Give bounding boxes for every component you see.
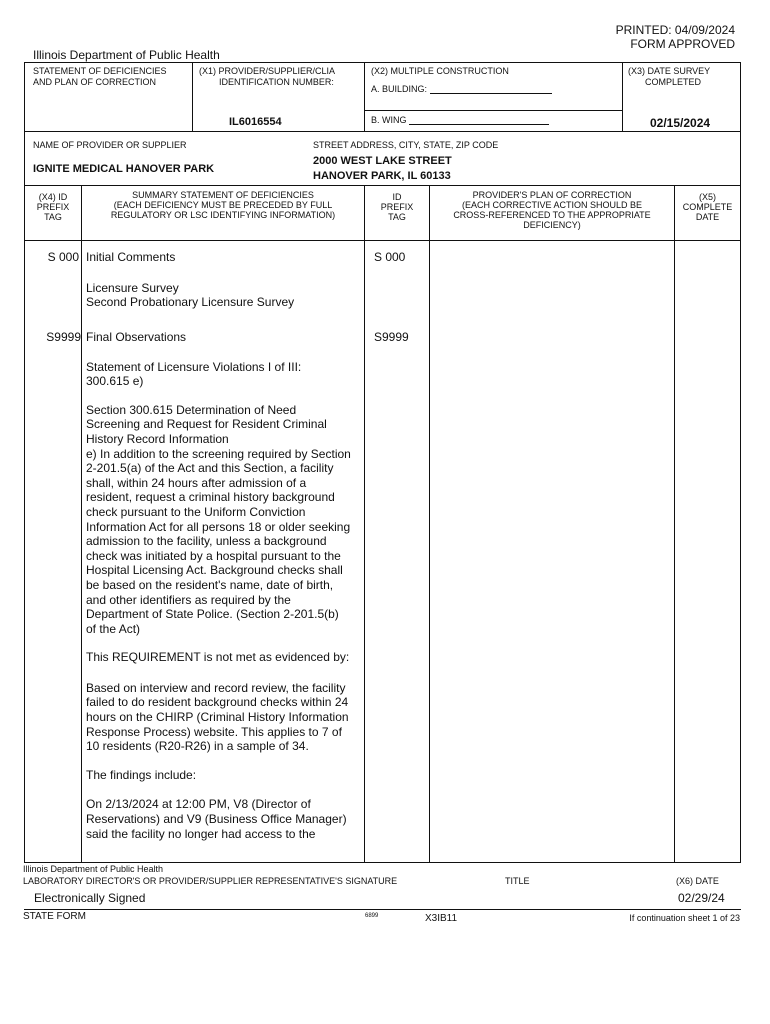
on-line: said the facility no longer had access to the [86,826,316,841]
col-plan-line-4: DEFICIENCY) [523,220,581,230]
section-block [86,403,363,637]
section-line: admission to the facility, unless a background [86,534,327,549]
col-id-line-2: PREFIX [380,202,414,212]
col-x4-line-2: PREFIX [36,202,70,212]
printed-date: PRINTED: 04/09/2024 [615,23,735,37]
col-x5-line-1: (X5) [698,192,716,202]
col-id-line-1: ID [392,192,402,202]
section-line: of the Act) [86,621,141,636]
section-line: check was initiated by a hospital pursuant to the [86,548,341,563]
x1-label-2: IDENTIFICATION NUMBER: [219,77,334,87]
survey-block [86,281,363,310]
x3-label-1: (X3) DATE SURVEY [628,66,711,76]
col-summary-line-3: REGULATORY OR LSC IDENTIFYING INFORMATION) [110,210,336,220]
survey-date: 02/15/2024 [650,116,711,130]
survey-line-1: Licensure Survey [86,280,179,295]
col-x5-line-2: COMPLETE [682,202,733,212]
signature-label: LABORATORY DIRECTOR'S OR PROVIDER/SUPPLIER REPRESENTATIVE'S SIGNATURE [23,876,398,886]
col-x4-header [25,192,81,222]
section-line: e) In addition to the screening required by Section [86,446,351,461]
building-blank [430,83,552,94]
signed-date: 02/29/24 [678,891,725,905]
tag-s9999: S9999 [46,330,81,344]
footer-agency: Illinois Department of Public Health [23,864,164,874]
col-summary-header [82,190,364,220]
statement-label-2: AND PLAN OF CORRECTION [33,77,157,87]
based-line: hours on the CHIRP (Criminal History Information [86,710,349,725]
based-line: failed to do resident background checks within 24 [86,695,349,710]
findings-line: The findings include: [86,767,197,782]
col-x5-line-3: DATE [695,212,720,222]
tag-s000: S 000 [47,250,79,264]
continuation-sheet: If continuation sheet 1 of 23 [629,913,740,923]
statement-block [86,360,363,389]
observations-text [86,330,363,855]
building-label: A. BUILDING: [371,84,428,94]
section-line: Hospital Licensing Act. Background checks shall [86,563,343,578]
address-line-1: 2000 WEST LAKE STREET [313,155,452,167]
col-x5-header [675,192,740,222]
x1-label-1: (X1) PROVIDER/SUPPLIER/CLIA [199,66,336,76]
col-x4-line-3: TAG [44,212,62,222]
x3-label-2: COMPLETED [645,77,702,87]
section-line: Screening and Request for Resident Criminal [86,417,327,432]
x2-wing [371,114,549,125]
survey-line-2: Second Probationary Licensure Survey [86,295,295,310]
requirement-line: This REQUIREMENT is not met as evidenced by: [86,650,350,665]
col-summary-line-1: SUMMARY STATEMENT OF DEFICIENCIES [132,190,314,200]
col-x4-line-1: (X4) ID [38,192,68,202]
address-line-2: HANOVER PARK, IL 60133 [313,170,451,182]
signature-value: Electronically Signed [34,891,146,905]
col-plan-line-1: PROVIDER'S PLAN OF CORRECTION [472,190,632,200]
section-line: Information Act for all persons 18 or older seeking [86,519,351,534]
based-line: 10 residents (R20-R26) in a sample of 34. [86,739,309,754]
section-line: History Record Information [86,431,229,446]
on-line: On 2/13/2024 at 12:00 PM, V8 (Director of [86,797,311,812]
agency-name: Illinois Department of Public Health [33,48,220,62]
section-line: 2-201.5(a) of the Act and this Section, a facility [86,461,334,476]
statement-label-1: STATEMENT OF DEFICIENCIES [33,66,167,76]
section-line: check pursuant to the Uniform Conviction [86,504,306,519]
title-label: TITLE [505,876,530,886]
state-form-label: STATE FORM [23,911,86,922]
statement-line-2: 300.615 e) [86,374,144,389]
final-observations-title: Final Observations [86,330,187,344]
provider-id-number: IL6016554 [229,116,282,128]
tag-s9999-right: S9999 [374,330,409,344]
col-plan-line-2: (EACH CORRECTIVE ACTION SHOULD BE [461,200,643,210]
section-line: and other identifiers as required by the [86,592,291,607]
form-approved: FORM APPROVED [630,37,735,51]
statement-line-1: Statement of Licensure Violations I of III: [86,359,302,374]
section-line: shall, within 24 hours after admission of a [86,475,307,490]
provider-label: NAME OF PROVIDER OR SUPPLIER [33,140,187,150]
based-block [86,681,363,754]
x6-date-label: (X6) DATE [676,876,719,886]
x2-building [371,83,552,94]
section-line: Department of State Police. (Section 2-201.5(b) [86,607,339,622]
tag-s000-right: S 000 [374,250,406,264]
wing-label: B. WING [371,115,407,125]
col-summary-line-2: (EACH DEFICIENCY MUST BE PRECEDED BY FULL [113,200,333,210]
deficiency-text [86,250,363,326]
on-block [86,797,363,841]
col-id-header [365,192,429,222]
x2-label: (X2) MULTIPLE CONSTRUCTION [371,66,509,76]
address-label: STREET ADDRESS, CITY, STATE, ZIP CODE [313,140,499,150]
wing-blank [409,114,549,125]
based-line: Based on interview and record review, the facility [86,680,346,695]
col-plan-header [430,190,674,230]
event-id: X3IB11 [425,913,458,924]
form-number: 6899 [365,913,379,919]
based-line: Response Process) website. This applies to 7 of [86,724,342,739]
section-line: Section 300.615 Determination of Need [86,402,297,417]
section-line: resident, request a criminal history background [86,490,335,505]
initial-comments-title: Initial Comments [86,250,176,264]
provider-name: IGNITE MEDICAL HANOVER PARK [33,163,215,175]
col-id-line-3: TAG [388,212,406,222]
on-line: Reservations) and V9 (Business Office Manager) [86,812,347,827]
col-plan-line-3: CROSS-REFERENCED TO THE APPROPRIATE [453,210,651,220]
section-line: be based on the resident's name, date of birth, [86,577,334,592]
